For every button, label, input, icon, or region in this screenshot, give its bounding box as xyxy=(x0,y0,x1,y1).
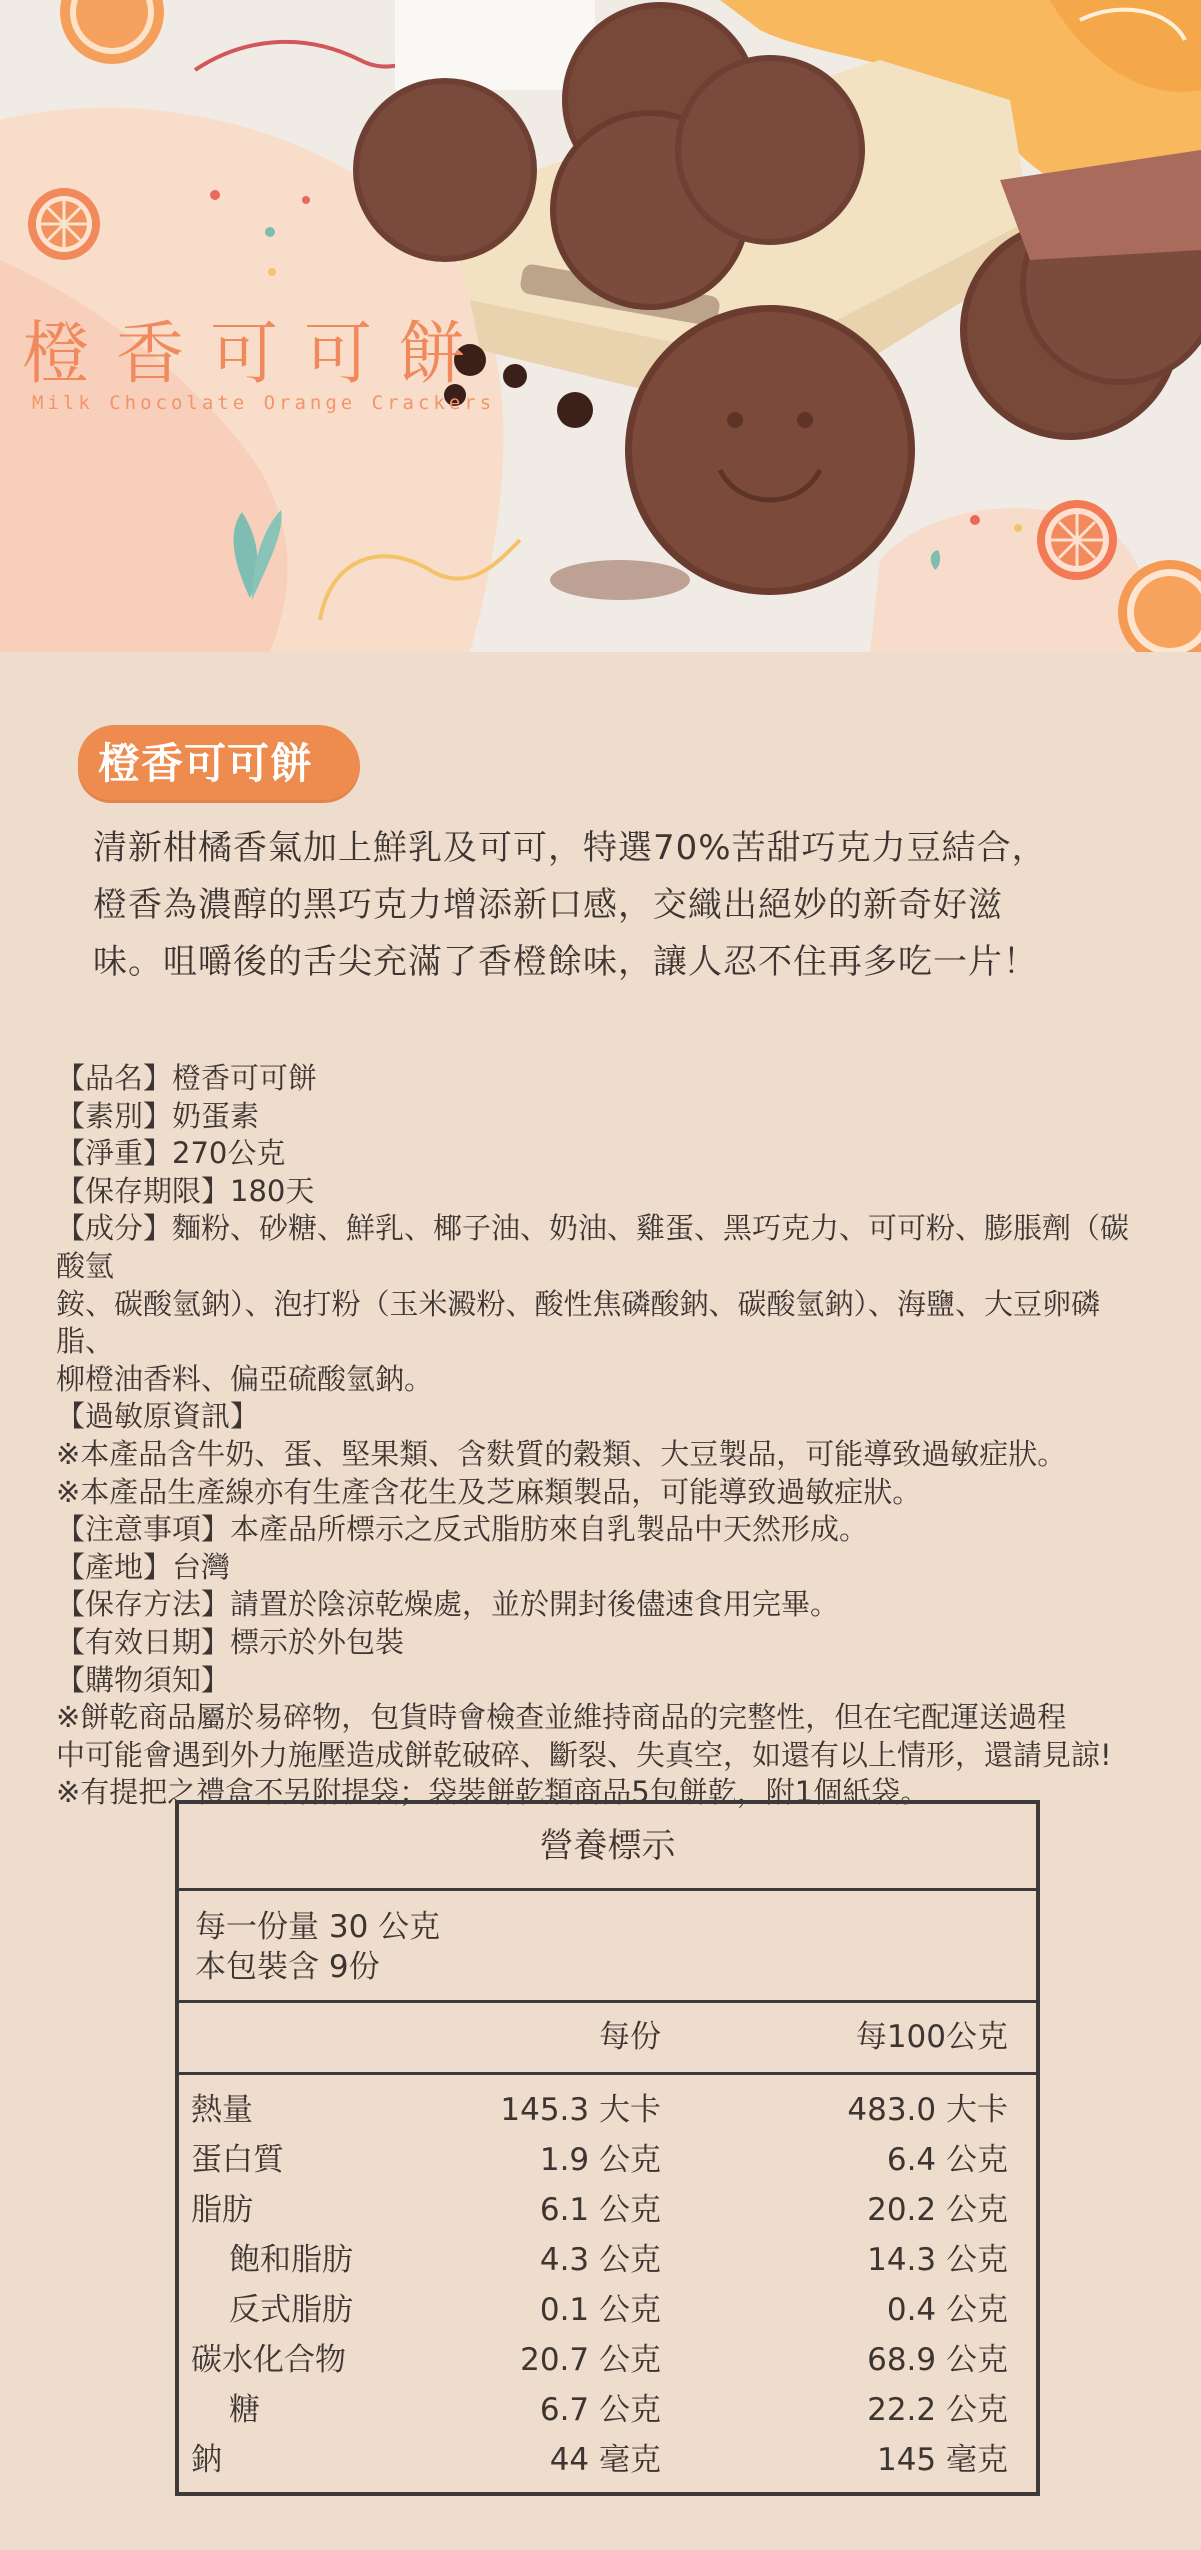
serving-info xyxy=(179,1891,1036,2003)
info-line: ※餅乾商品屬於易碎物，包貨時會檢查並維持商品的完整性，但在宅配運送過程 xyxy=(56,1700,1067,1735)
table-row xyxy=(179,2185,1036,2235)
info-line: 【淨重】270公克 xyxy=(56,1136,286,1171)
orange-slice-icon xyxy=(1037,500,1117,580)
nutrient-per-serving: 4.3 公克 xyxy=(539,2242,661,2278)
nutrition-rows xyxy=(179,2075,1036,2485)
table-row xyxy=(179,2385,1036,2435)
serving-size: 每一份量 30 公克 xyxy=(195,1909,441,1945)
table-row xyxy=(179,2235,1036,2285)
info-line: 【注意事項】本產品所標示之反式脂肪來自乳製品中天然形成。 xyxy=(56,1512,869,1547)
nutrient-name: 脂肪 xyxy=(191,2192,253,2228)
nutrient-name: 飽和脂肪 xyxy=(229,2242,353,2278)
table-row xyxy=(179,2285,1036,2335)
info-line: 【保存方法】請置於陰涼乾燥處，並於開封後儘速食用完畢。 xyxy=(56,1587,840,1622)
info-line: 【品名】橙香可可餅 xyxy=(56,1061,318,1095)
hero-banner xyxy=(0,0,1201,652)
nutrient-per-100g: 22.2 公克 xyxy=(867,2392,1008,2428)
nutrient-per-100g: 14.3 公克 xyxy=(867,2242,1008,2278)
servings-per-package: 本包裝含 9份 xyxy=(195,1949,380,1985)
info-line: 【過敏原資訊】 xyxy=(56,1399,260,1434)
nutrition-table xyxy=(175,1800,1040,2496)
info-line: 【購物須知】 xyxy=(56,1662,231,1697)
info-line: 【保存期限】180天 xyxy=(56,1173,315,1208)
nutrient-name: 熱量 xyxy=(191,2092,253,2128)
nutrient-per-serving: 0.1 公克 xyxy=(539,2292,661,2328)
nutrient-per-100g: 6.4 公克 xyxy=(886,2142,1008,2178)
nutrient-name: 蛋白質 xyxy=(191,2142,284,2178)
product-description xyxy=(93,820,1053,991)
description-line: 橙香為濃醇的黑巧克力增添新口感，交織出絕妙的新奇好滋 xyxy=(93,885,1003,925)
nutrition-title: 營養標示 xyxy=(179,1804,1036,1891)
info-line: 【素別】奶蛋素 xyxy=(56,1098,260,1133)
info-line: 【產地】台灣 xyxy=(56,1549,231,1584)
info-line: ※有提把之禮盒不另附提袋；袋裝餅乾類商品5包餅乾，附1個紙袋。 xyxy=(56,1775,930,1810)
nutrient-per-serving: 6.1 公克 xyxy=(539,2192,661,2228)
orange-slice-icon xyxy=(28,188,100,260)
nutrient-per-100g: 483.0 大卡 xyxy=(847,2092,1008,2128)
info-line: 銨、碳酸氫鈉）、泡打粉（玉米澱粉、酸性焦磷酸鈉、碳酸氫鈉）、海鹽、大豆卵磷脂、 xyxy=(56,1286,1101,1359)
nutrient-per-serving: 6.7 公克 xyxy=(539,2392,661,2428)
info-line: ※本產品含牛奶、蛋、堅果類、含麩質的穀類、大豆製品，可能導致過敏症狀。 xyxy=(56,1436,1067,1471)
info-line: 柳橙油香料、偏亞硫酸氫鈉。 xyxy=(56,1361,434,1396)
product-name-badge: 橙香可可餅 xyxy=(78,725,360,803)
nutrient-per-100g: 68.9 公克 xyxy=(867,2342,1008,2378)
column-header-per-100g: 每100公克 xyxy=(855,2019,1008,2055)
info-line: 【成分】麵粉、砂糖、鮮乳、椰子油、奶油、雞蛋、黑巧克力、可可粉、膨脹劑（碳酸氫 xyxy=(56,1211,1130,1283)
nutrient-name: 糖 xyxy=(229,2392,260,2428)
description-line: 清新柑橘香氣加上鮮乳及可可，特選70%苦甜巧克力豆結合， xyxy=(93,828,1047,868)
nutrient-name: 鈉 xyxy=(191,2442,222,2478)
nutrient-per-100g: 0.4 公克 xyxy=(886,2292,1008,2328)
table-row xyxy=(179,2335,1036,2385)
table-row xyxy=(179,2085,1036,2135)
nutrient-per-100g: 20.2 公克 xyxy=(867,2192,1008,2228)
table-row xyxy=(179,2435,1036,2485)
hero-subtitle: Milk Chocolate Orange Crackers xyxy=(32,392,496,414)
nutrition-header-row xyxy=(179,2003,1036,2075)
nutrient-per-serving: 1.9 公克 xyxy=(539,2142,661,2178)
product-info xyxy=(56,1060,1156,1812)
nutrient-name: 反式脂肪 xyxy=(229,2292,353,2328)
nutrient-name: 碳水化合物 xyxy=(191,2342,346,2378)
info-line: 中可能會遇到外力施壓造成餅乾破碎、斷裂、失真空，如還有以上情形，還請見諒! xyxy=(56,1737,1112,1772)
nutrient-per-serving: 145.3 大卡 xyxy=(500,2092,661,2128)
nutrient-per-serving: 44 毫克 xyxy=(549,2442,661,2478)
column-header-per-serving: 每份 xyxy=(599,2019,661,2055)
hero-title: 橙香可可餅 xyxy=(22,315,493,394)
nutrient-per-serving: 20.7 公克 xyxy=(520,2342,661,2378)
description-line: 味。咀嚼後的舌尖充滿了香橙餘味，讓人忍不住再多吃一片！ xyxy=(93,942,1038,982)
nutrient-per-100g: 145 毫克 xyxy=(876,2442,1008,2478)
info-line: 【有效日期】標示於外包裝 xyxy=(56,1624,405,1659)
info-line: ※本產品生產線亦有生產含花生及芝麻類製品，可能導致過敏症狀。 xyxy=(56,1474,922,1509)
table-row xyxy=(179,2135,1036,2185)
